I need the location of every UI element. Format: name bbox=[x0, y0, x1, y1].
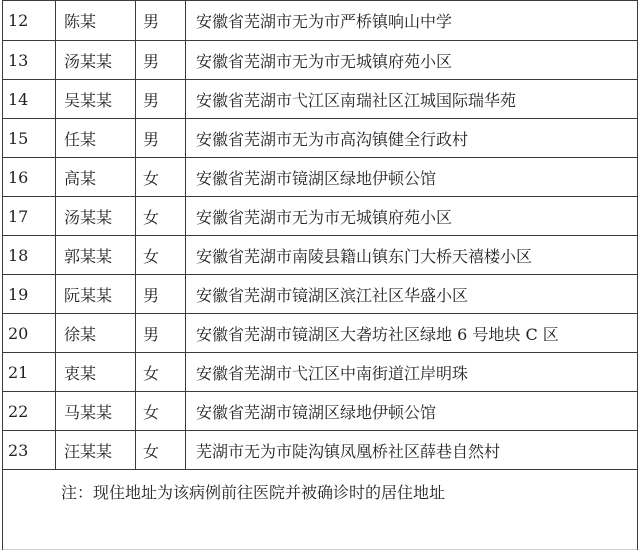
case-number-cell: 13 bbox=[8, 50, 29, 70]
sex-cell: 女 bbox=[135, 236, 185, 274]
table-row bbox=[3, 353, 637, 392]
name-cell: 任某 bbox=[55, 119, 135, 157]
table-row bbox=[3, 236, 637, 275]
table-row bbox=[3, 197, 637, 236]
sex-cell: 男 bbox=[135, 275, 185, 313]
name-cell: 吴某某 bbox=[55, 80, 135, 118]
name-cell: 汤某某 bbox=[55, 197, 135, 235]
sex-cell: 男 bbox=[135, 41, 185, 79]
case-table bbox=[2, 0, 638, 550]
case-number-cell: 12 bbox=[8, 11, 29, 30]
sex-cell: 女 bbox=[135, 392, 185, 430]
address-cell: 安徽省芜湖市无为市无城镇府苑小区 bbox=[185, 41, 637, 79]
case-number-cell: 20 bbox=[8, 323, 29, 343]
sex-cell: 女 bbox=[135, 353, 185, 391]
case-number-cell: 16 bbox=[8, 167, 29, 187]
sex-cell: 女 bbox=[135, 158, 185, 196]
name-cell: 衷某 bbox=[55, 353, 135, 391]
table-row bbox=[3, 80, 637, 119]
case-number-cell: 14 bbox=[8, 89, 29, 109]
table-row bbox=[3, 392, 637, 431]
table-row bbox=[3, 275, 637, 314]
table-body bbox=[3, 1, 637, 470]
address-cell: 安徽省芜湖市弋江区中南街道江岸明珠 bbox=[185, 353, 637, 391]
address-cell: 安徽省芜湖市镜湖区绿地伊顿公馆 bbox=[185, 158, 637, 196]
address-cell: 安徽省芜湖市无为市高沟镇健全行政村 bbox=[185, 119, 637, 157]
case-number-cell: 15 bbox=[8, 128, 29, 148]
address-cell: 安徽省芜湖市镜湖区大砻坊社区绿地 6 号地块 C 区 bbox=[185, 314, 637, 352]
name-cell: 郭某某 bbox=[55, 236, 135, 274]
name-cell: 陈某 bbox=[55, 1, 135, 40]
name-cell: 汤某某 bbox=[55, 41, 135, 79]
address-cell: 安徽省芜湖市南陵县籍山镇东门大桥天禧楼小区 bbox=[185, 236, 637, 274]
address-cell: 安徽省芜湖市镜湖区滨江社区华盛小区 bbox=[185, 275, 637, 313]
case-number-cell: 19 bbox=[8, 284, 29, 304]
sex-cell: 男 bbox=[135, 80, 185, 118]
sex-cell: 男 bbox=[135, 119, 185, 157]
address-cell: 安徽省芜湖市弋江区南瑞社区江城国际瑞华苑 bbox=[185, 80, 637, 118]
sex-cell: 男 bbox=[135, 1, 185, 40]
address-cell: 安徽省芜湖市镜湖区绿地伊顿公馆 bbox=[185, 392, 637, 430]
sex-cell: 男 bbox=[135, 314, 185, 352]
address-cell: 安徽省芜湖市无为市严桥镇响山中学 bbox=[185, 1, 637, 40]
case-number-cell: 18 bbox=[8, 245, 29, 265]
address-cell: 芜湖市无为市陡沟镇凤凰桥社区薛巷自然村 bbox=[185, 431, 637, 469]
table-row bbox=[3, 119, 637, 158]
sex-cell: 女 bbox=[135, 197, 185, 235]
table-row bbox=[3, 1, 637, 41]
table-row bbox=[3, 158, 637, 197]
name-cell: 汪某某 bbox=[55, 431, 135, 469]
address-cell: 安徽省芜湖市无为市无城镇府苑小区 bbox=[185, 197, 637, 235]
case-number-cell: 22 bbox=[8, 401, 29, 421]
case-number-cell: 21 bbox=[8, 362, 29, 382]
table-row bbox=[3, 41, 637, 80]
name-cell: 马某某 bbox=[55, 392, 135, 430]
case-number-cell: 17 bbox=[8, 206, 29, 226]
name-cell: 徐某 bbox=[55, 314, 135, 352]
table-row bbox=[3, 314, 637, 353]
case-number-cell: 23 bbox=[8, 440, 29, 460]
name-cell: 阮某某 bbox=[55, 275, 135, 313]
name-cell: 高某 bbox=[55, 158, 135, 196]
sex-cell: 女 bbox=[135, 431, 185, 469]
table-note: 注：现住地址为该病例前往医院并被确诊时的居住地址 bbox=[3, 470, 637, 550]
table-row bbox=[3, 431, 637, 470]
